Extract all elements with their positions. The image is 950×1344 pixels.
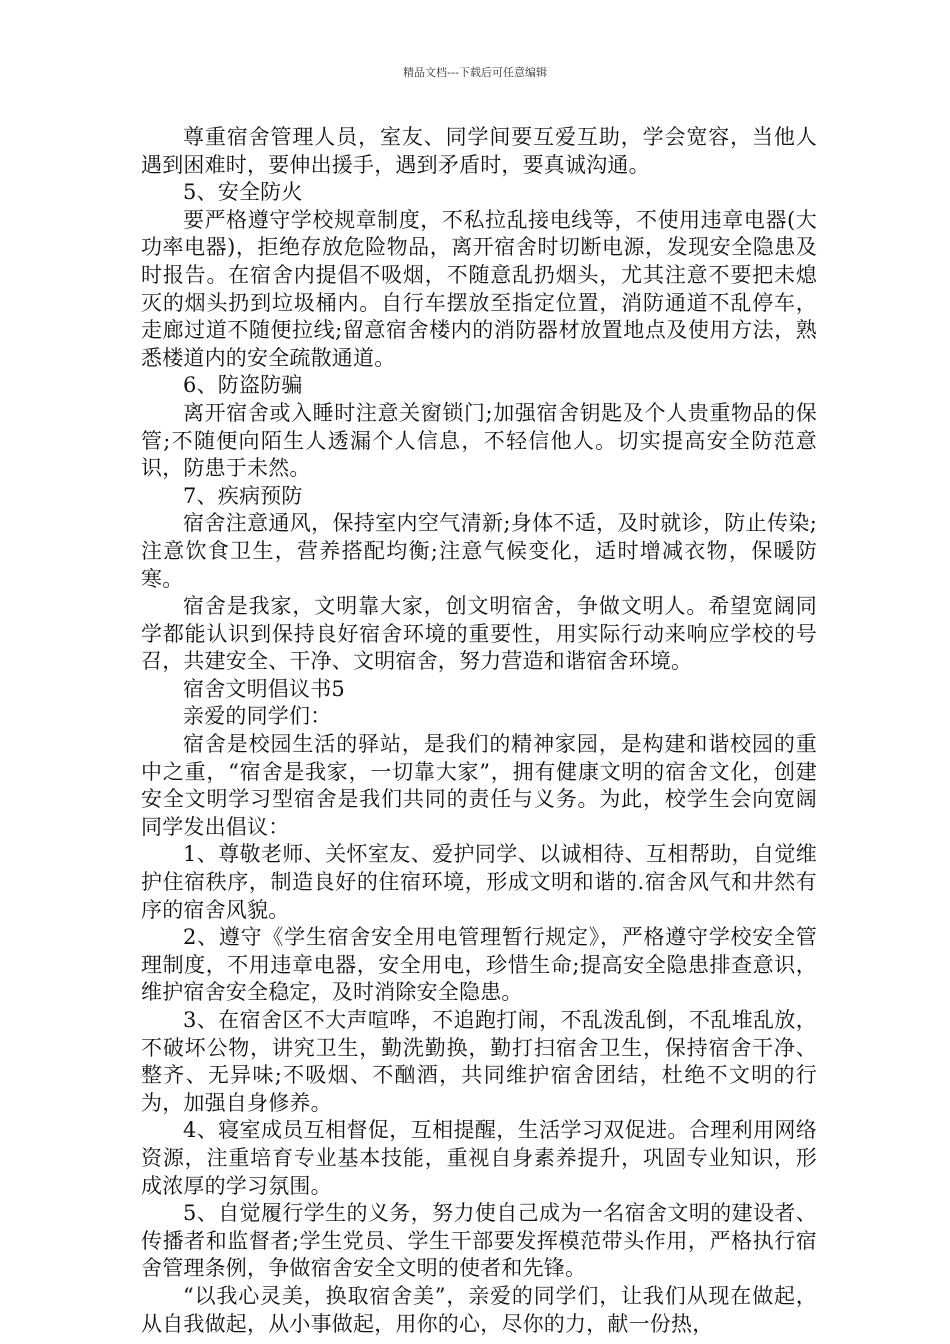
list-item: 3、在宿舍区不大声喧哗，不追跑打闹，不乱泼乱倒，不乱堆乱放，不破坏公物，讲究卫生，勤洗勤换，勤打扫宿舍卫生，保持宿舍干净、整齐、无异味;不吸烟、不酗酒，共同维护宿舍团结，杜绝不文明的行为，加强自身修养。: [141, 1008, 817, 1115]
page-header: 精品文档---下载后可任意编辑: [403, 66, 547, 79]
paragraph: 要严格遵守学校规章制度，不私拉乱接电线等，不使用违章电器(大功率电器)，拒绝存放危险物品，离开宿舍时切断电源，发现安全隐患及时报告。在宿舍内提倡不吸烟，不随意乱扔烟头，尤其注意不要把未熄灭的烟头扔到垃圾桶内。自行车摆放至指定位置，消防通道不乱停车，走廊过道不随便拉线;留意宿舍楼内的消防器材放置地点及使用方法，熟悉楼道内的安全疏散通道。: [141, 207, 817, 370]
paragraph: “以我心灵美，换取宿舍美”，亲爱的同学们，让我们从现在做起，从自我做起，从小事做起，用你的心，尽你的力，献一份热，: [141, 1283, 817, 1336]
section-heading-fire-safety: 5、安全防火: [183, 180, 303, 205]
list-item: 2、遵守《学生宿舍安全用电管理暂行规定》，严格遵守学校安全管理制度，不用违章电器，安全用电，珍惜生命;提高安全隐患排查意识，维护宿舍安全稳定，及时消除安全隐患。: [141, 925, 817, 1005]
section-heading-anti-theft: 6、防盗防骗: [183, 373, 303, 398]
list-item: 1、尊敬老师、关怀室友、爱护同学、以诚相待、互相帮助，自觉维护住宿秩序，制造良好的住宿环境，形成文明和谐的.宿舍风气和井然有序的宿舍风貌。: [141, 842, 817, 922]
document-title: 宿舍文明倡议书5: [183, 676, 345, 701]
salutation: 亲爱的同学们：: [183, 704, 332, 729]
section-heading-disease-prevention: 7、疾病预防: [183, 483, 303, 508]
paragraph: 宿舍注意通风，保持室内空气清新;身体不适，及时就诊，防止传染;注意饮食卫生，营养搭配均衡;注意气候变化，适时增减衣物，保暖防寒。: [141, 511, 817, 591]
list-item: 5、自觉履行学生的义务，努力使自己成为一名宿舍文明的建设者、传播者和监督者;学生党员、学生干部要发挥模范带头作用，严格执行宿舍管理条例，争做宿舍安全文明的使者和先锋。: [141, 1201, 817, 1281]
paragraph: 离开宿舍或入睡时注意关窗锁门;加强宿舍钥匙及个人贵重物品的保管;不随便向陌生人透漏个人信息，不轻信他人。切实提高安全防范意识，防患于未然。: [141, 400, 817, 481]
document-body: [141, 124, 817, 1338]
paragraph: 尊重宿舍管理人员，室友、同学间要互爱互助，学会宽容，当他人遇到困难时，要伸出援手，遇到矛盾时，要真诚沟通。: [141, 125, 817, 177]
paragraph: 宿舍是校园生活的驿站，是我们的精神家园，是构建和谐校园的重中之重，“宿舍是我家，一切靠大家”，拥有健康文明的宿舍文化，创建安全文明学习型宿舍是我们共同的责任与义务。为此，校学生会向宽阔同学发出倡议：: [141, 732, 817, 839]
list-item: 4、寝室成员互相督促，互相提醒，生活学习双促进。合理利用网络资源，注重培育专业基本技能，重视自身素养提升，巩固专业知识，形成浓厚的学习氛围。: [141, 1118, 817, 1198]
paragraph: 宿舍是我家，文明靠大家，创文明宿舍，争做文明人。希望宽阔同学都能认识到保持良好宿舍环境的重要性，用实际行动来响应学校的号召，共建安全、干净、文明宿舍，努力营造和谐宿舍环境。: [141, 594, 817, 674]
